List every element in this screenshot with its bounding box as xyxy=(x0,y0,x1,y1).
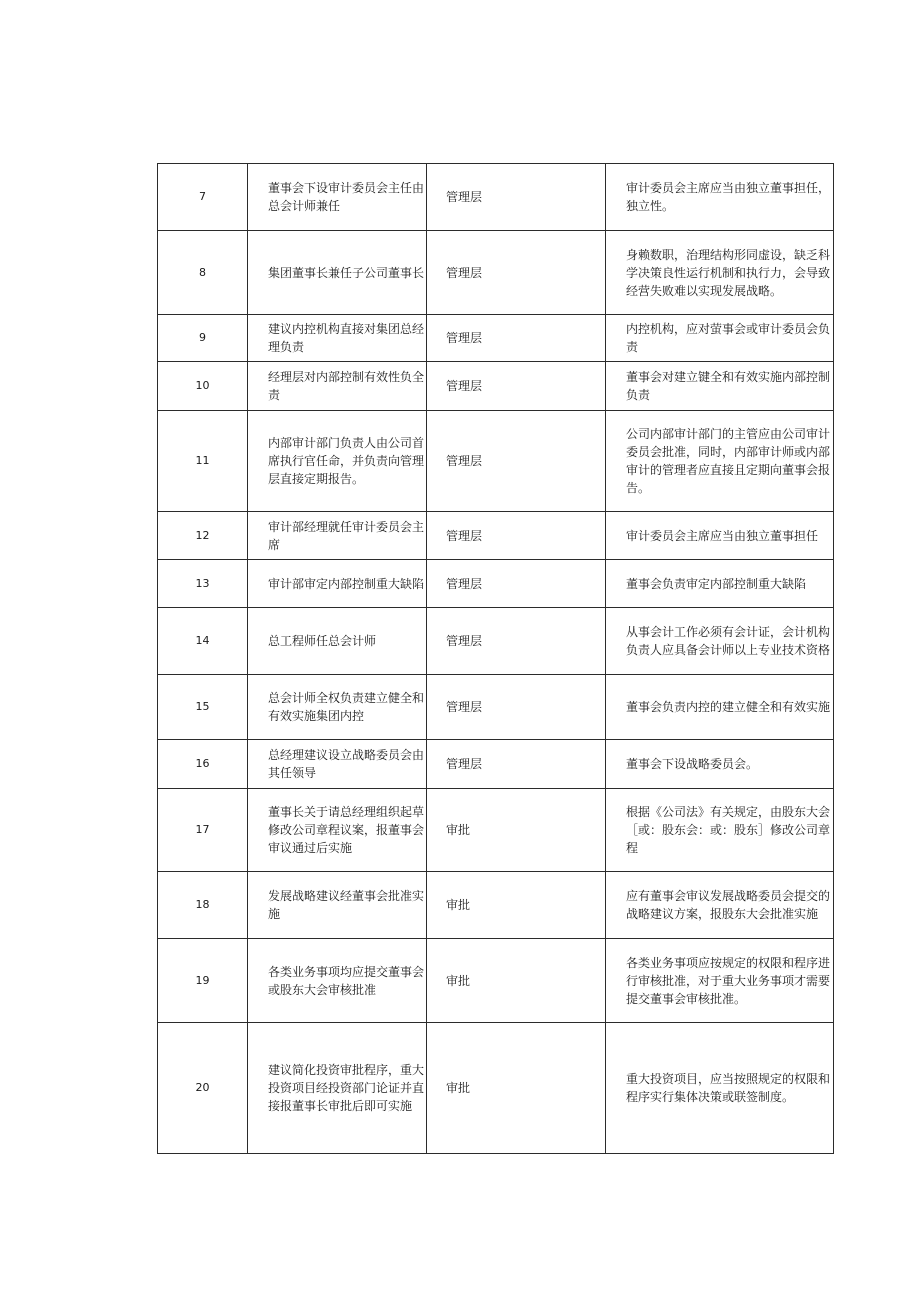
table-row xyxy=(158,560,834,608)
row-item: 内部审计部门负责人由公司首席执行官任命，并负责向管理层直接定期报告。 xyxy=(248,411,427,512)
row-category: 管理层 xyxy=(427,315,606,362)
row-number: 13 xyxy=(158,560,248,608)
row-reason: 董事会负责内控的建立健全和有效实施 xyxy=(606,675,834,740)
row-category: 审批 xyxy=(427,1023,606,1154)
row-reason: 审计委员会主席应当由独立董事担任，独立性。 xyxy=(606,164,834,231)
row-item: 审计部经理就任审计委员会主席 xyxy=(248,512,427,560)
row-number: 17 xyxy=(158,789,248,872)
row-item: 董事会下设审计委员会主任由总会计师兼任 xyxy=(248,164,427,231)
table-row xyxy=(158,740,834,789)
row-number: 11 xyxy=(158,411,248,512)
row-reason: 内控机构，应对萤事会或审计委员会负责 xyxy=(606,315,834,362)
row-item: 总工程师任总会计师 xyxy=(248,608,427,675)
row-reason: 重大投资项目，应当按照规定的权限和程序实行集体决策或联签制度。 xyxy=(606,1023,834,1154)
row-number: 15 xyxy=(158,675,248,740)
table-row xyxy=(158,231,834,315)
control-issues-table xyxy=(157,163,834,1154)
row-number: 14 xyxy=(158,608,248,675)
row-number: 10 xyxy=(158,362,248,411)
row-number: 7 xyxy=(158,164,248,231)
row-reason: 根据《公司法》有关规定，由股东大会［或：股东会：或：股东］修改公司章程 xyxy=(606,789,834,872)
row-category: 管理层 xyxy=(427,411,606,512)
table-row xyxy=(158,789,834,872)
row-number: 20 xyxy=(158,1023,248,1154)
row-reason: 董事会下设战略委员会。 xyxy=(606,740,834,789)
table-row xyxy=(158,362,834,411)
table-row xyxy=(158,675,834,740)
row-item: 审计部审定内部控制重大缺陷 xyxy=(248,560,427,608)
row-reason: 公司内部审计部门的主管应由公司审计委员会批准，同时，内部审计师或内部审计的管理者应直接且定期向董事会报告。 xyxy=(606,411,834,512)
table-row xyxy=(158,939,834,1023)
row-item: 各类业务事项均应提交董事会或股东大会审核批准 xyxy=(248,939,427,1023)
row-category: 管理层 xyxy=(427,740,606,789)
row-item: 建议内控机构直接对集团总经理负责 xyxy=(248,315,427,362)
row-reason: 董事会对建立键全和有效实施内部控制负责 xyxy=(606,362,834,411)
row-reason: 各类业务事项应按规定的权限和程序进行审核批准，对于重大业务事项才需要提交董事会审核批准。 xyxy=(606,939,834,1023)
table-row xyxy=(158,872,834,939)
row-item: 董事长关于请总经理组织起草修改公司章程议案，报董事会审议通过后实施 xyxy=(248,789,427,872)
row-category: 管理层 xyxy=(427,362,606,411)
row-reason: 董事会负责审定内部控制重大缺陷 xyxy=(606,560,834,608)
row-reason: 身赖数职，治理结构形同虚设，缺乏科学决策良性运行机制和执行力，会导致经营失败难以实现发展战略。 xyxy=(606,231,834,315)
row-reason: 从事会计工作必须有会计证，会计机构负责人应具备会计师以上专业技术资格 xyxy=(606,608,834,675)
table-row xyxy=(158,315,834,362)
row-category: 审批 xyxy=(427,872,606,939)
row-category: 管理层 xyxy=(427,675,606,740)
row-category: 管理层 xyxy=(427,560,606,608)
row-category: 管理层 xyxy=(427,231,606,315)
table-row xyxy=(158,608,834,675)
table-row xyxy=(158,1023,834,1154)
table-row xyxy=(158,164,834,231)
row-number: 19 xyxy=(158,939,248,1023)
table-row xyxy=(158,411,834,512)
table-row xyxy=(158,512,834,560)
row-reason: 审计委员会主席应当由独立董事担任 xyxy=(606,512,834,560)
row-number: 8 xyxy=(158,231,248,315)
row-category: 管理层 xyxy=(427,608,606,675)
row-item: 建议简化投资审批程序，重大投资项目经投资部门论证并直接报董事长审批后即可实施 xyxy=(248,1023,427,1154)
row-number: 9 xyxy=(158,315,248,362)
row-number: 12 xyxy=(158,512,248,560)
row-category: 管理层 xyxy=(427,512,606,560)
row-item: 总经理建议设立战略委员会由其任领导 xyxy=(248,740,427,789)
row-category: 管理层 xyxy=(427,164,606,231)
row-item: 发展战略建议经董事会批准实施 xyxy=(248,872,427,939)
row-number: 18 xyxy=(158,872,248,939)
row-category: 审批 xyxy=(427,939,606,1023)
row-number: 16 xyxy=(158,740,248,789)
row-item: 集团董事长兼任子公司董事长 xyxy=(248,231,427,315)
row-reason: 应有董事会审议发展战略委员会提交的战略建议方案，报股东大会批准实施 xyxy=(606,872,834,939)
row-item: 总会计师全权负责建立健全和有效实施集团内控 xyxy=(248,675,427,740)
row-item: 经理层对内部控制有效性负全责 xyxy=(248,362,427,411)
row-category: 审批 xyxy=(427,789,606,872)
